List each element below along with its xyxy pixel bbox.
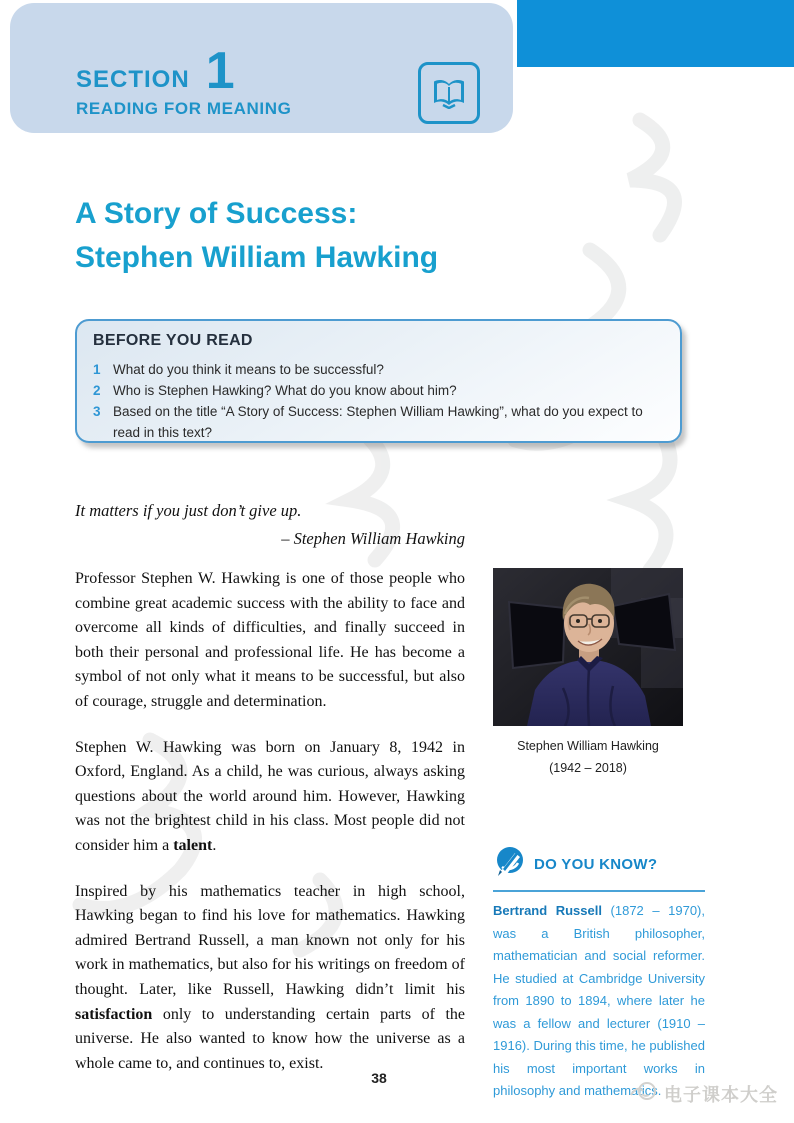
- question-item: [93, 380, 664, 401]
- do-you-know-body: (1872 – 1970), was a British philosopher, mathematician and social reformer. He studied at Cambridge University from 1890 to 1894, where later he was a fellow and lecturer (1910 – 1916). During this time, he published his most important works in philosophy and mathematics.: [493, 903, 705, 1098]
- paragraph-3-end: only to understanding certain parts of the universe. He also wanted to know how the universe as a whole came to, and continues to, exist.: [75, 1005, 465, 1072]
- question-text: Based on the title “A Story of Success: Stephen William Hawking”, what do you expect to read in this text?: [113, 404, 643, 440]
- brand-name: 电子课本大全: [664, 1084, 778, 1105]
- question-text: What do you think it means to be successful?: [113, 362, 384, 377]
- quote-text: It matters if you just don’t give up.: [75, 501, 302, 520]
- quote-attribution: – Stephen William Hawking: [281, 529, 465, 548]
- photo-caption-name: Stephen William Hawking: [517, 739, 659, 753]
- pen-badge-icon: [493, 845, 526, 883]
- do-you-know-title: DO YOU KNOW?: [534, 855, 658, 873]
- epigraph-quote: [75, 498, 465, 551]
- before-you-read-title: BEFORE YOU READ: [93, 332, 253, 349]
- question-number: 2: [93, 383, 101, 398]
- brand-watermark: [628, 1078, 778, 1109]
- section-label: SECTION: [76, 65, 190, 93]
- section-number: 1: [205, 42, 235, 100]
- question-item: [93, 401, 664, 443]
- sidebar-column: [493, 568, 705, 1103]
- paragraph-1: Professor Stephen W. Hawking is one of those people who combine great academic success with the ability to face and overcome all kinds of difficulties, and finally succeed in both their personal and professional life. He has become a symbol of not only what it means to be successful, but also of courage, struggle and determination.: [75, 570, 465, 710]
- article-body: [75, 498, 705, 1103]
- brand-logo-icon: [628, 1078, 658, 1109]
- article-text-column: [75, 498, 465, 1103]
- do-you-know-header: [493, 845, 705, 892]
- vocab-word-talent: talent: [173, 836, 213, 854]
- section-title: [76, 42, 235, 100]
- open-book-icon: [418, 62, 480, 124]
- question-number: 3: [93, 404, 101, 419]
- paragraph-2-text: Stephen W. Hawking was born on January 8, 1942 in Oxford, England. As a child, he was curious, always asking questions about the world around him. However, Hawking was not the brightest child in his class. Most people did not consider him a: [75, 738, 465, 854]
- do-you-know-box: [493, 845, 705, 1103]
- question-text: Who is Stephen Hawking? What do you know about him?: [113, 383, 457, 398]
- vocab-word-satisfaction: satisfaction: [75, 1005, 153, 1023]
- paragraph-3-text: Inspired by his mathematics teacher in high school, Hawking began to find his love for mathematics. Hawking admired Bertrand Russell, a man known not only for his work in mathematics, but also for his writings on freedom of thought. Later, like Russell, Hawking didn’t limit his: [75, 882, 465, 998]
- hawking-photo: [493, 568, 683, 726]
- before-you-read-box: [75, 319, 682, 443]
- photo-caption: [493, 735, 683, 779]
- article-title-line1: A Story of Success:: [75, 197, 358, 230]
- section-subtitle: READING FOR MEANING: [76, 99, 292, 118]
- header-accent-bar: [517, 0, 794, 67]
- article-title-line2: Stephen William Hawking: [75, 241, 439, 274]
- photo-caption-dates: (1942 – 2018): [549, 761, 627, 775]
- section-header: [10, 3, 513, 133]
- paragraph-2-end: .: [212, 836, 217, 854]
- question-number: 1: [93, 362, 101, 377]
- question-item: [93, 359, 664, 380]
- page-number: 38: [371, 1070, 387, 1086]
- paragraph-2: [75, 736, 465, 859]
- article-title: [75, 192, 635, 280]
- do-you-know-bold-name: Bertrand Russell: [493, 903, 602, 918]
- paragraph-3: [75, 880, 465, 1077]
